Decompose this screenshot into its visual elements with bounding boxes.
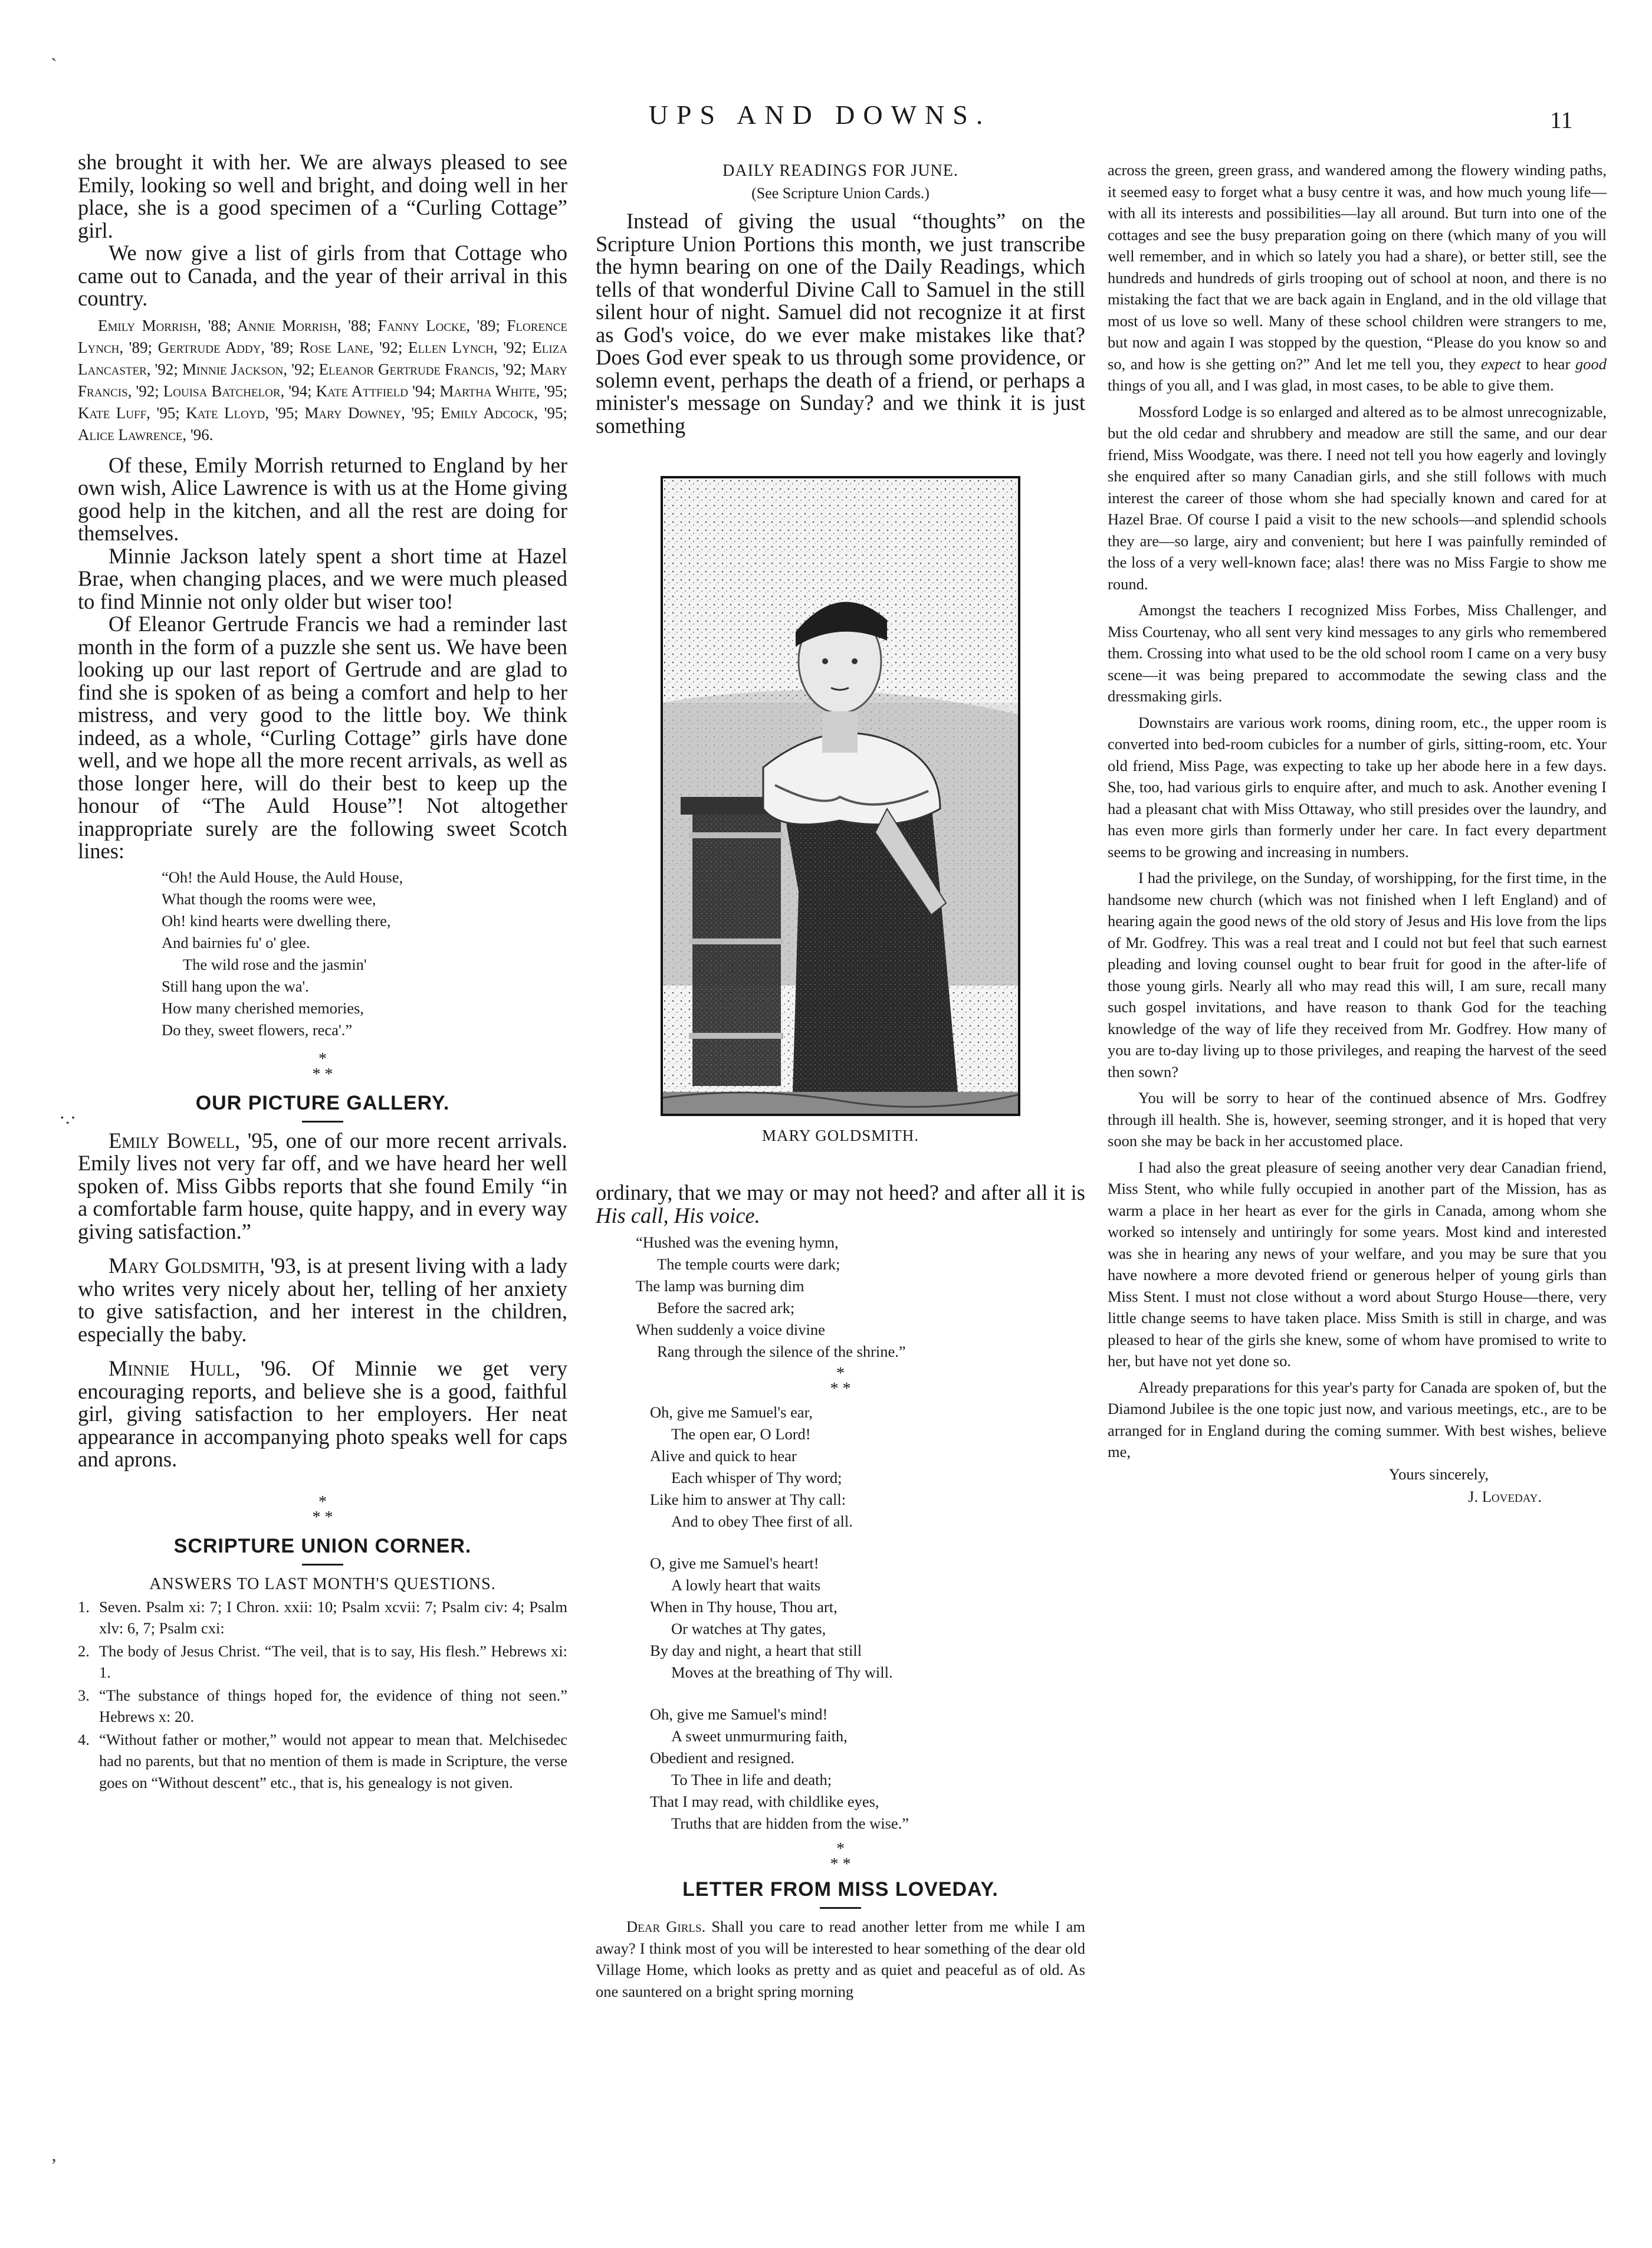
answer-number: 4.	[78, 1730, 90, 1748]
paragraph: Of these, Emily Morrish returned to England by her own wish, Alice Lawrence is with us at the Home giving good help in the kitchen, and all the rest are doing for themselves.	[78, 452, 567, 545]
girl-name: Emily Bowell	[109, 1128, 235, 1153]
paragraph: Of Eleanor Gertrude Francis we had a reminder last month in the form of a puzzle she sent us. We have been looking up our last report of Gertrude and are glad to find she is spoken of as being a comfort and help to her mistress, and very good to the little boy. We think indeed, as a whole, “Curling Cottage” girls have done well, and we hope all the more recent arrivals, as well as those longer here, will do their best to keep up the honour of “The Auld House”! Not altogether inappropriate surely are the following sweet Scotch lines:	[78, 612, 567, 863]
answer-item	[78, 1729, 567, 1794]
poem-line: “Oh! the Auld House, the Auld House,	[162, 868, 403, 886]
divider-star: * *	[830, 1380, 851, 1398]
page-foot-mark: ’	[51, 2154, 57, 2175]
section-divider	[78, 1049, 567, 1084]
paragraph: Instead of giving the usual “thoughts” on the Scripture Union Portions this month, we just transcribe the hymn bearing on one of the Daily Readings, which tells of that wonderful Divine Call to Samuel in the still silent hour of night. Samuel did not recognize it at first as God's voice, do we ever make mistakes like that? Does God ever speak to us through some providence, or solemn event, perhaps the death of a friend, or perhaps a minister's message on Sunday? and we think it is just something	[596, 209, 1085, 438]
scripture-heading: SCRIPTURE UNION CORNER.	[173, 1534, 472, 1557]
emphasis: His call, His voice.	[596, 1203, 760, 1228]
answer-number: 1.	[78, 1597, 90, 1616]
salutation: Dear Girls.	[626, 1918, 706, 1935]
hymn-line: Like him to answer at Thy call:	[650, 1491, 846, 1508]
hymn-line: When in Thy house, Thou art,	[650, 1598, 838, 1616]
section-divider	[596, 1842, 1085, 1872]
hymn-line: A lowly heart that waits	[671, 1576, 821, 1594]
hymn-line: Oh, give me Samuel's mind!	[650, 1705, 828, 1723]
paragraph-text: Shall you care to read another letter from me while I am away? I think most of you will be interested to hear something of the dear old Village Home, which looks as pretty and as quiet and peaceful as of old. As one sauntered on a bright spring morning	[596, 1918, 1086, 2000]
hymn-stanza	[650, 1704, 1085, 1835]
hymn-line: And to obey Thee first of all.	[671, 1512, 853, 1530]
gallery-entry	[78, 1357, 567, 1471]
hymn-line: Each whisper of Thy word;	[671, 1469, 842, 1486]
divider-star: *	[318, 1049, 327, 1068]
closing: Yours sincerely,	[1388, 1465, 1489, 1483]
letter-paragraph: You will be sorry to hear of the continued absence of Mrs. Godfrey through ill health. She is, however, seeming stronger, and it is hoped that very soon she may be back in her accustomed place.	[1108, 1089, 1607, 1150]
heading-rule	[820, 1907, 861, 1909]
entry-text: , '96. Of Minnie we get very encouraging reports, and believe she is a good, faithful girl, giving satisfaction to her employers. Her neat appearance in accompanying photo speaks well for caps and aprons.	[78, 1356, 567, 1471]
divider-star: *	[836, 1364, 845, 1383]
hymn-line: Moves at the breathing of Thy will.	[671, 1663, 893, 1681]
letter-signoff	[1108, 1463, 1607, 1508]
section-divider	[78, 1492, 567, 1527]
answer-item	[78, 1685, 567, 1728]
hymn-line: Or watches at Thy gates,	[671, 1620, 826, 1637]
heading-rule	[302, 1564, 343, 1566]
poem-line: How many cherished memories,	[162, 999, 364, 1017]
paragraph: Minnie Jackson lately spent a short time at Hazel Brae, when changing places, and we were much pleased to find Minnie not only older but wiser too!	[78, 543, 567, 613]
hymn-line: “Hushed was the evening hymn,	[636, 1233, 839, 1251]
gallery-entry	[78, 1130, 567, 1243]
left-column	[78, 151, 567, 1794]
auld-house-poem	[78, 867, 567, 1041]
paragraph	[596, 1182, 1085, 1227]
girl-name: Mary Goldsmith	[109, 1253, 260, 1278]
letter-paragraph	[1108, 159, 1607, 396]
divider-star: * *	[830, 1855, 851, 1873]
hymn-line: O, give me Samuel's heart!	[650, 1554, 819, 1572]
middle-column	[596, 159, 1085, 2002]
hymn-line: The lamp was burning dim	[636, 1277, 804, 1295]
hymn-line: Truths that are hidden from the wise.”	[671, 1814, 909, 1832]
answer-item	[78, 1640, 567, 1683]
poem-line: Oh! kind hearts were dwelling there,	[162, 911, 391, 930]
hymn-line: Before the sacred ark;	[657, 1299, 795, 1317]
letter-paragraph	[596, 1916, 1085, 2002]
paragraph: she brought it with her. We are always pleased to see Emily, looking so well and bright, and doing well in her place, she is a good specimen of a “Curling Cottage” girl.	[78, 150, 567, 242]
samuel-hymn	[596, 1402, 1085, 1835]
letter-paragraph: Mossford Lodge is so enlarged and altered as to be almost unrecognizable, but the old cedar and shrubbery and meadow are still the same, and our dear friend, Miss Woodgate, was there. I need not tell you how eagerly and lovingly she enquired after so many Canadian girls, and she still follows with much interest the career of those whom she had specially known and cared for at Hazel Brae. Of course I paid a visit to the new schools—and splendid schools they are—so large, airy and convenient; but here I was painfully reminded of the loss of a very well-known face; alas! there was no Miss Fargie to show me round.	[1108, 402, 1607, 593]
entry-text: , '93, is at present living with a lady who writes very nicely about her, telling of her anxiety to give satisfaction, and her interest in the children, especially the baby.	[78, 1253, 567, 1346]
paragraph: We now give a list of girls from that Cottage who came out to Canada, and the year of their arrival in this country.	[78, 241, 567, 310]
letter-paragraph: Downstairs are various work rooms, dining room, etc., the upper room is converted into bed-room cubicles for a number of girls, sitting-room, etc. Your old friend, Miss Page, was expecting to take up her abode here in a few days. She, too, had various girls to enquire after, and much to ask. Another evening I had a pleasant chat with Miss Ottaway, who still presides over the laundry, and has even more girls than formerly under her care. In fact every department seems to be growing and increasing in numbers.	[1108, 713, 1607, 861]
paragraph-text: across the green, green grass, and wandered among the flowery winding paths, it seemed easy to forget what a busy centre it was, and how much young life—with all its interests and possibilities—lay all around. But turn into one of the cottages and see the busy preparation going on there (which many of you will well remember, and in which so lately you had a share), or better still, see the hundreds and hundreds of girls trooping out of school at noon, and there is no mistaking the fact that we are back again in England, and in the old village that most of us love so well. Many of these school children were strangers to me, but now and again I was stopped by the question, “Please do you know so and so, and how is she getting on?” And let me tell you, they	[1108, 161, 1607, 373]
page-number: 11	[1550, 107, 1573, 133]
readings-heading: DAILY READINGS FOR JUNE.	[722, 162, 958, 180]
hymn-line: Obedient and resigned.	[650, 1749, 795, 1767]
hymn-line: Rang through the silence of the shrine.”	[657, 1343, 906, 1360]
answer-number: 3.	[78, 1686, 90, 1704]
hymn-line: To Thee in life and death;	[671, 1771, 832, 1788]
divider-star: *	[836, 1840, 845, 1858]
portrait-image	[663, 478, 1018, 1114]
hymn-line: By day and night, a heart that still	[650, 1642, 862, 1659]
answer-text: “The substance of things hoped for, the evidence of thing not seen.” Hebrews x: 20.	[99, 1686, 567, 1725]
portrait-photo	[661, 476, 1020, 1116]
poem-line: Do they, sweet flowers, reca'.”	[162, 1020, 353, 1039]
paragraph-text: things of you all, and I was glad, in most cases, to be able to give them.	[1108, 376, 1554, 394]
paragraph-text: to hear	[1520, 355, 1575, 373]
hymn-line: Alive and quick to hear	[650, 1447, 797, 1465]
signature: J. Loveday.	[1468, 1487, 1542, 1505]
entry-text: , '95, one of our more recent arrivals. Emily lives not very far off, and we have heard her well spoken of. Miss Gibbs reports that she found Emily “in a comfortable farm house, quite happy, and in every way giving satisfaction.”	[78, 1128, 567, 1243]
gallery-heading: OUR PICTURE GALLERY.	[195, 1091, 450, 1114]
hymn-stanza	[650, 1553, 1085, 1683]
divider-star: * *	[312, 1508, 333, 1527]
answer-text: Seven. Psalm xi: 7; I Chron. xxii: 10; Psalm xcvii: 7; Psalm civ: 4; Psalm xlv: 6, 7; Psalm cxi:	[99, 1597, 567, 1637]
letter-paragraph: I had also the great pleasure of seeing another very dear Canadian friend, Miss Stent, who while fully occupied in another part of the Mission, has as warm a place in her heart as ever for the girls in Canada, among whom she worked so intensely and untiringly for some years. Most kind and interested was she in hearing any news of your welfare, and you may be sure that you have nowhere a more devoted friend or generous helper of young girls than Miss Stent. I must not close without a word about Sturgo House—there, very little change seems to have taken place. Miss Smith is still in charge, and was pleased to hear of the girls she knew, some of whom have promised to write to her, but have not yet done so.	[1108, 1158, 1607, 1370]
hymn-opening	[596, 1232, 1085, 1363]
heading-rule	[302, 1121, 343, 1123]
poem-line: What though the rooms were wee,	[162, 890, 376, 908]
readings-note: (See Scripture Union Cards.)	[751, 185, 930, 202]
answer-item	[78, 1596, 567, 1639]
letter-paragraph: Amongst the teachers I recognized Miss Forbes, Miss Challenger, and Miss Courtenay, who all sent very kind messages to any girls who remembered them. Crossing into what used to be the old school room I came on a very busy scene—it was being prepared to accommodate the sewing class and the dressmaking girls.	[1108, 601, 1607, 705]
answers-subhead: ANSWERS TO LAST MONTH'S QUESTIONS.	[149, 1574, 496, 1593]
cottage-girls-list: Emily Morrish, '88; Annie Morrish, '88; Fanny Locke, '89; Florence Lynch, '89; Gertrude Addy, '89; Rose Lane, '92; Ellen Lynch, '92; Eliza Lancaster, '92; Minnie Jackson, '92; Eleanor Gertrude Francis, '92; Mary Francis, '92; Louisa Batchelor, '94; Kate Attfield '94; Martha White, '95; Kate Luff, '95; Kate Lloyd, '95; Mary Downey, '95; Emily Adcock, '95; Alice Lawrence, '96.	[78, 316, 567, 444]
gallery-entry	[78, 1255, 567, 1345]
running-title: UPS AND DOWNS.	[648, 100, 991, 130]
hymn-stanza	[650, 1402, 1085, 1532]
divider-star: * *	[312, 1065, 333, 1084]
poem-line: Still hang upon the wa'.	[162, 977, 309, 995]
answer-text: The body of Jesus Christ. “The veil, that is to say, His flesh.” Hebrews xi: 1.	[99, 1642, 567, 1681]
divider-star: *	[318, 1492, 327, 1511]
letter-paragraph: Already preparations for this year's party for Canada are spoken of, but the Diamond Jubilee is the one topic just now, and various meetings, etc., are to be arranged for in England during the coming summer. With best wishes, believe me,	[1108, 1378, 1607, 1461]
paragraph-text: ordinary, that we may or may not heed? and after all it is	[596, 1180, 1085, 1205]
hymn-line: The temple courts were dark;	[657, 1255, 840, 1273]
answers-list	[78, 1596, 567, 1794]
hymn-line: That I may read, with childlike eyes,	[650, 1793, 879, 1810]
emphasis: expect	[1480, 355, 1521, 373]
hymn-line: When suddenly a voice divine	[636, 1321, 825, 1338]
girl-name: Minnie Hull	[109, 1356, 235, 1380]
right-column	[1108, 159, 1607, 1508]
letter-heading: LETTER FROM MISS LOVEDAY.	[682, 1878, 999, 1901]
hymn-line: The open ear, O Lord!	[671, 1425, 811, 1443]
poem-line: The wild rose and the jasmin'	[183, 955, 367, 973]
hymn-line: A sweet unmurmuring faith,	[671, 1727, 848, 1745]
page-corner-mark: `	[51, 54, 57, 76]
hymn-line: Oh, give me Samuel's ear,	[650, 1403, 813, 1421]
emphasis: good	[1575, 355, 1607, 373]
photo-caption: MARY GOLDSMITH.	[761, 1127, 919, 1144]
answer-number: 2.	[78, 1642, 90, 1660]
margin-mark: ·.·	[59, 1107, 77, 1128]
answer-text: “Without father or mother,” would not appear to mean that. Melchisedec had no parents, but that no mention of them is made in Scripture, the verse goes on “Without descent” etc., that is, his genealogy is not given.	[99, 1730, 567, 1791]
section-divider	[596, 1366, 1085, 1397]
poem-line: And bairnies fu' o' glee.	[162, 933, 310, 951]
letter-paragraph: I had the privilege, on the Sunday, of worshipping, for the first time, in the handsome new church (which was not finished when I left England) and of hearing again the good news of the old story of Jesus and His love from the lips of Mr. Godfrey. This was a real treat and I could not but feel that such earnest pleading and loving counsel ought to bear fruit for good in the after-life of those young girls. Nearly all who may read this will, I am sure, recall many such gospel invitations, and have reason to thank God for the teaching knowledge of the way of life they received from Mr. Godfrey. How many of you are to-day living up to those privileges, and reaping the harvest of the seed then sown?	[1108, 869, 1607, 1081]
